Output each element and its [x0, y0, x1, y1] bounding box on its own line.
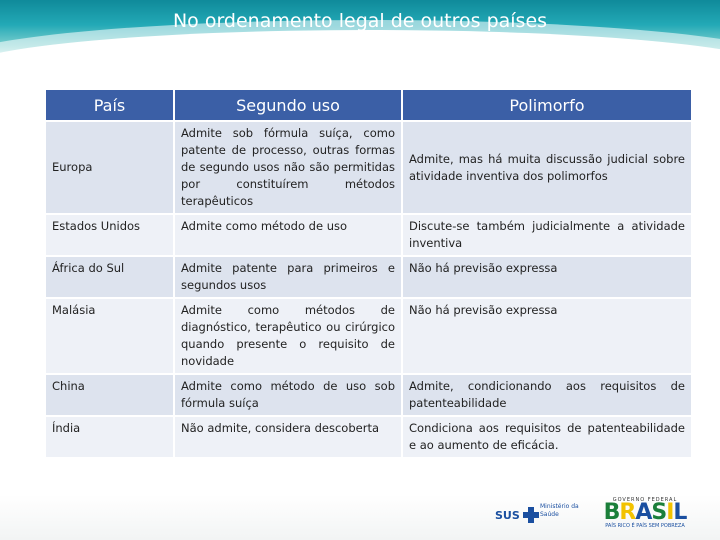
cell-country: China: [45, 374, 174, 416]
header-segundo-uso: Segundo uso: [174, 89, 402, 121]
table-row: [45, 416, 692, 458]
brasil-government-logo: [597, 497, 693, 527]
header-pais: País: [45, 89, 174, 121]
cell-polimorfo: Não há previsão expressa: [402, 256, 692, 298]
cell-polimorfo: Admite, mas há muita discussão judicial sobre atividade inventiva dos polimorfos: [402, 121, 692, 214]
cell-polimorfo: Não há previsão expressa: [402, 298, 692, 374]
cell-country: África do Sul: [45, 256, 174, 298]
cell-country: Europa: [45, 121, 174, 214]
table-row: [45, 121, 692, 214]
brasil-letter: L: [673, 500, 687, 525]
table-row: [45, 214, 692, 256]
brasil-letter: R: [619, 500, 636, 525]
cell-segundo-uso: Não admite, considera descoberta: [174, 416, 402, 458]
brasil-letter: A: [635, 500, 652, 525]
table-row: [45, 256, 692, 298]
comparison-table: [44, 88, 693, 459]
cell-country: Índia: [45, 416, 174, 458]
cell-polimorfo: Condiciona aos requisitos de patenteabilidade e ao aumento de eficácia.: [402, 416, 692, 458]
table-row: [45, 298, 692, 374]
slide-title: No ordenamento legal de outros países: [172, 10, 548, 32]
cell-segundo-uso: Admite como métodos de diagnóstico, terapêutico ou cirúrgico quando presente o requisito de novidade: [174, 298, 402, 374]
cell-polimorfo: Discute-se também judicialmente a atividade inventiva: [402, 214, 692, 256]
header-polimorfo: Polimorfo: [402, 89, 692, 121]
cell-country: Estados Unidos: [45, 214, 174, 256]
cell-polimorfo: Admite, condicionando aos requisitos de patenteabilidade: [402, 374, 692, 416]
ministerio-logo-text: Ministério da Saúde: [540, 503, 579, 518]
table-row: [45, 374, 692, 416]
sus-logo-text: SUS: [495, 508, 520, 522]
health-cross-icon: [523, 507, 539, 523]
brasil-letter: S: [651, 500, 667, 525]
cell-segundo-uso: Admite como método de uso sob fórmula suíça: [174, 374, 402, 416]
cell-country: Malásia: [45, 298, 174, 374]
brasil-slogan: PAÍS RICO É PAÍS SEM POBREZA: [605, 523, 685, 529]
governo-federal-text: GOVERNO FEDERAL: [612, 497, 678, 503]
brasil-letter: I: [666, 500, 674, 525]
table-header-row: [45, 89, 692, 121]
cell-segundo-uso: Admite patente para primeiros e segundos usos: [174, 256, 402, 298]
brasil-letter: B: [603, 500, 620, 525]
comparison-table-container: [44, 88, 691, 459]
cell-segundo-uso: Admite sob fórmula suíça, como patente de processo, outras formas de segundo usos não são permitidas por constituírem métodos terapêuticos: [174, 121, 402, 214]
cell-segundo-uso: Admite como método de uso: [174, 214, 402, 256]
